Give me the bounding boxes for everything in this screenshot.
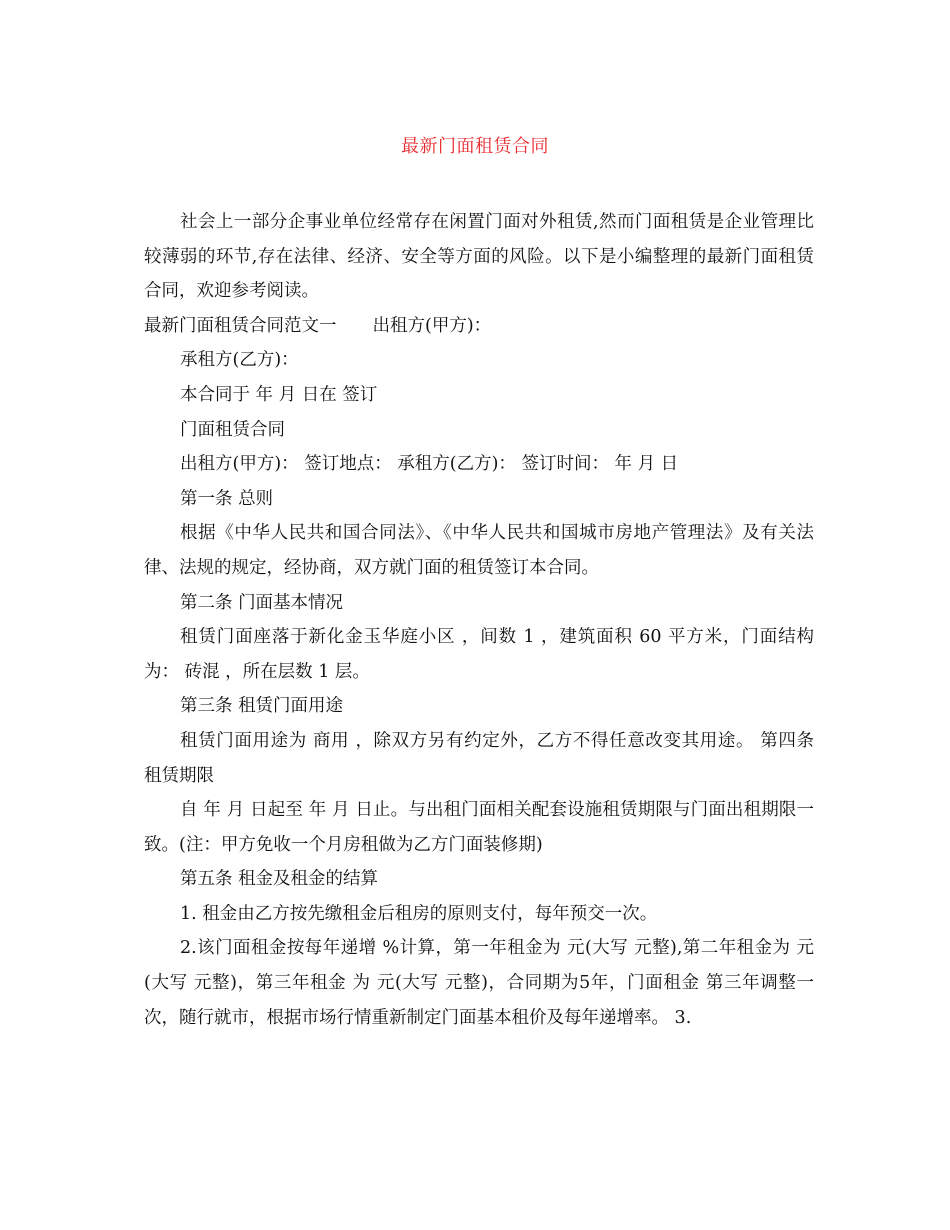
document-body: [144, 205, 814, 1035]
article-1-text: 根据《中华人民共和国合同法》、《中华人民共和国城市房地产管理法》及有关法律、法规的规定，经协商，双方就门面的租赁签订本合同。: [144, 523, 814, 578]
lessee-line: 承租方(乙方)：: [180, 350, 299, 371]
parties-line: 出租方(甲方)： 签订地点： 承租方(乙方)： 签订时间： 年 月 日: [180, 454, 679, 475]
article-4-text: 自 年 月 日起至 年 月 日止。与出租门面相关配套设施租赁期限与门面出租期限一致。(注：甲方免收一个月房租做为乙方门面装修期): [144, 800, 814, 855]
article-2-heading: 第二条 门面基本情况: [180, 592, 344, 613]
article-5-item-1: 1. 租金由乙方按先缴租金后租房的原则支付，每年预交一次。: [180, 903, 658, 924]
article-5-heading: 第五条 租金及租金的结算: [180, 869, 379, 890]
article-3-heading: 第三条 租赁门面用途: [180, 696, 344, 717]
sample-heading-line: [144, 309, 814, 344]
lessor-label: 出租方(甲方)：: [372, 315, 492, 336]
signing-line: 本合同于 年 月 日在 签订: [180, 384, 378, 405]
intro-paragraph: 社会上一部分企事业单位经常存在闲置门面对外租赁,然而门面租赁是企业管理比较薄弱的环节,存在法律、经济、安全等方面的风险。以下是小编整理的最新门面租赁合同，欢迎参考阅读。: [144, 212, 814, 302]
article-3-text: 租赁门面用途为 商用 ，除双方另有约定外，乙方不得任意改变其用途。 第四条 租赁期限: [144, 730, 814, 786]
document-title: 最新门面租赁合同: [401, 136, 549, 157]
article-1-heading: 第一条 总则: [180, 488, 274, 509]
article-5-item-2: 2.该门面租金按每年递增 %计算，第一年租金为 元(大写 元整),第二年租金为 元(大写 元整)，第三年租金 为 元(大写 元整)，合同期为5年，门面租金 第三年调整一次，随行就市，根据市场行情重新制定门面基本租价及每年递增率。 3.: [144, 938, 814, 1028]
article-2-text: 租赁门面座落于新化金玉华庭小区 ，间数 1 ，建筑面积 60 平方米，门面结构为： 砖混 ，所在层数 1 层。: [144, 627, 814, 682]
sample-heading-label: 最新门面租赁合同范文一: [144, 315, 337, 336]
contract-name-line: 门面租赁合同: [180, 419, 285, 440]
